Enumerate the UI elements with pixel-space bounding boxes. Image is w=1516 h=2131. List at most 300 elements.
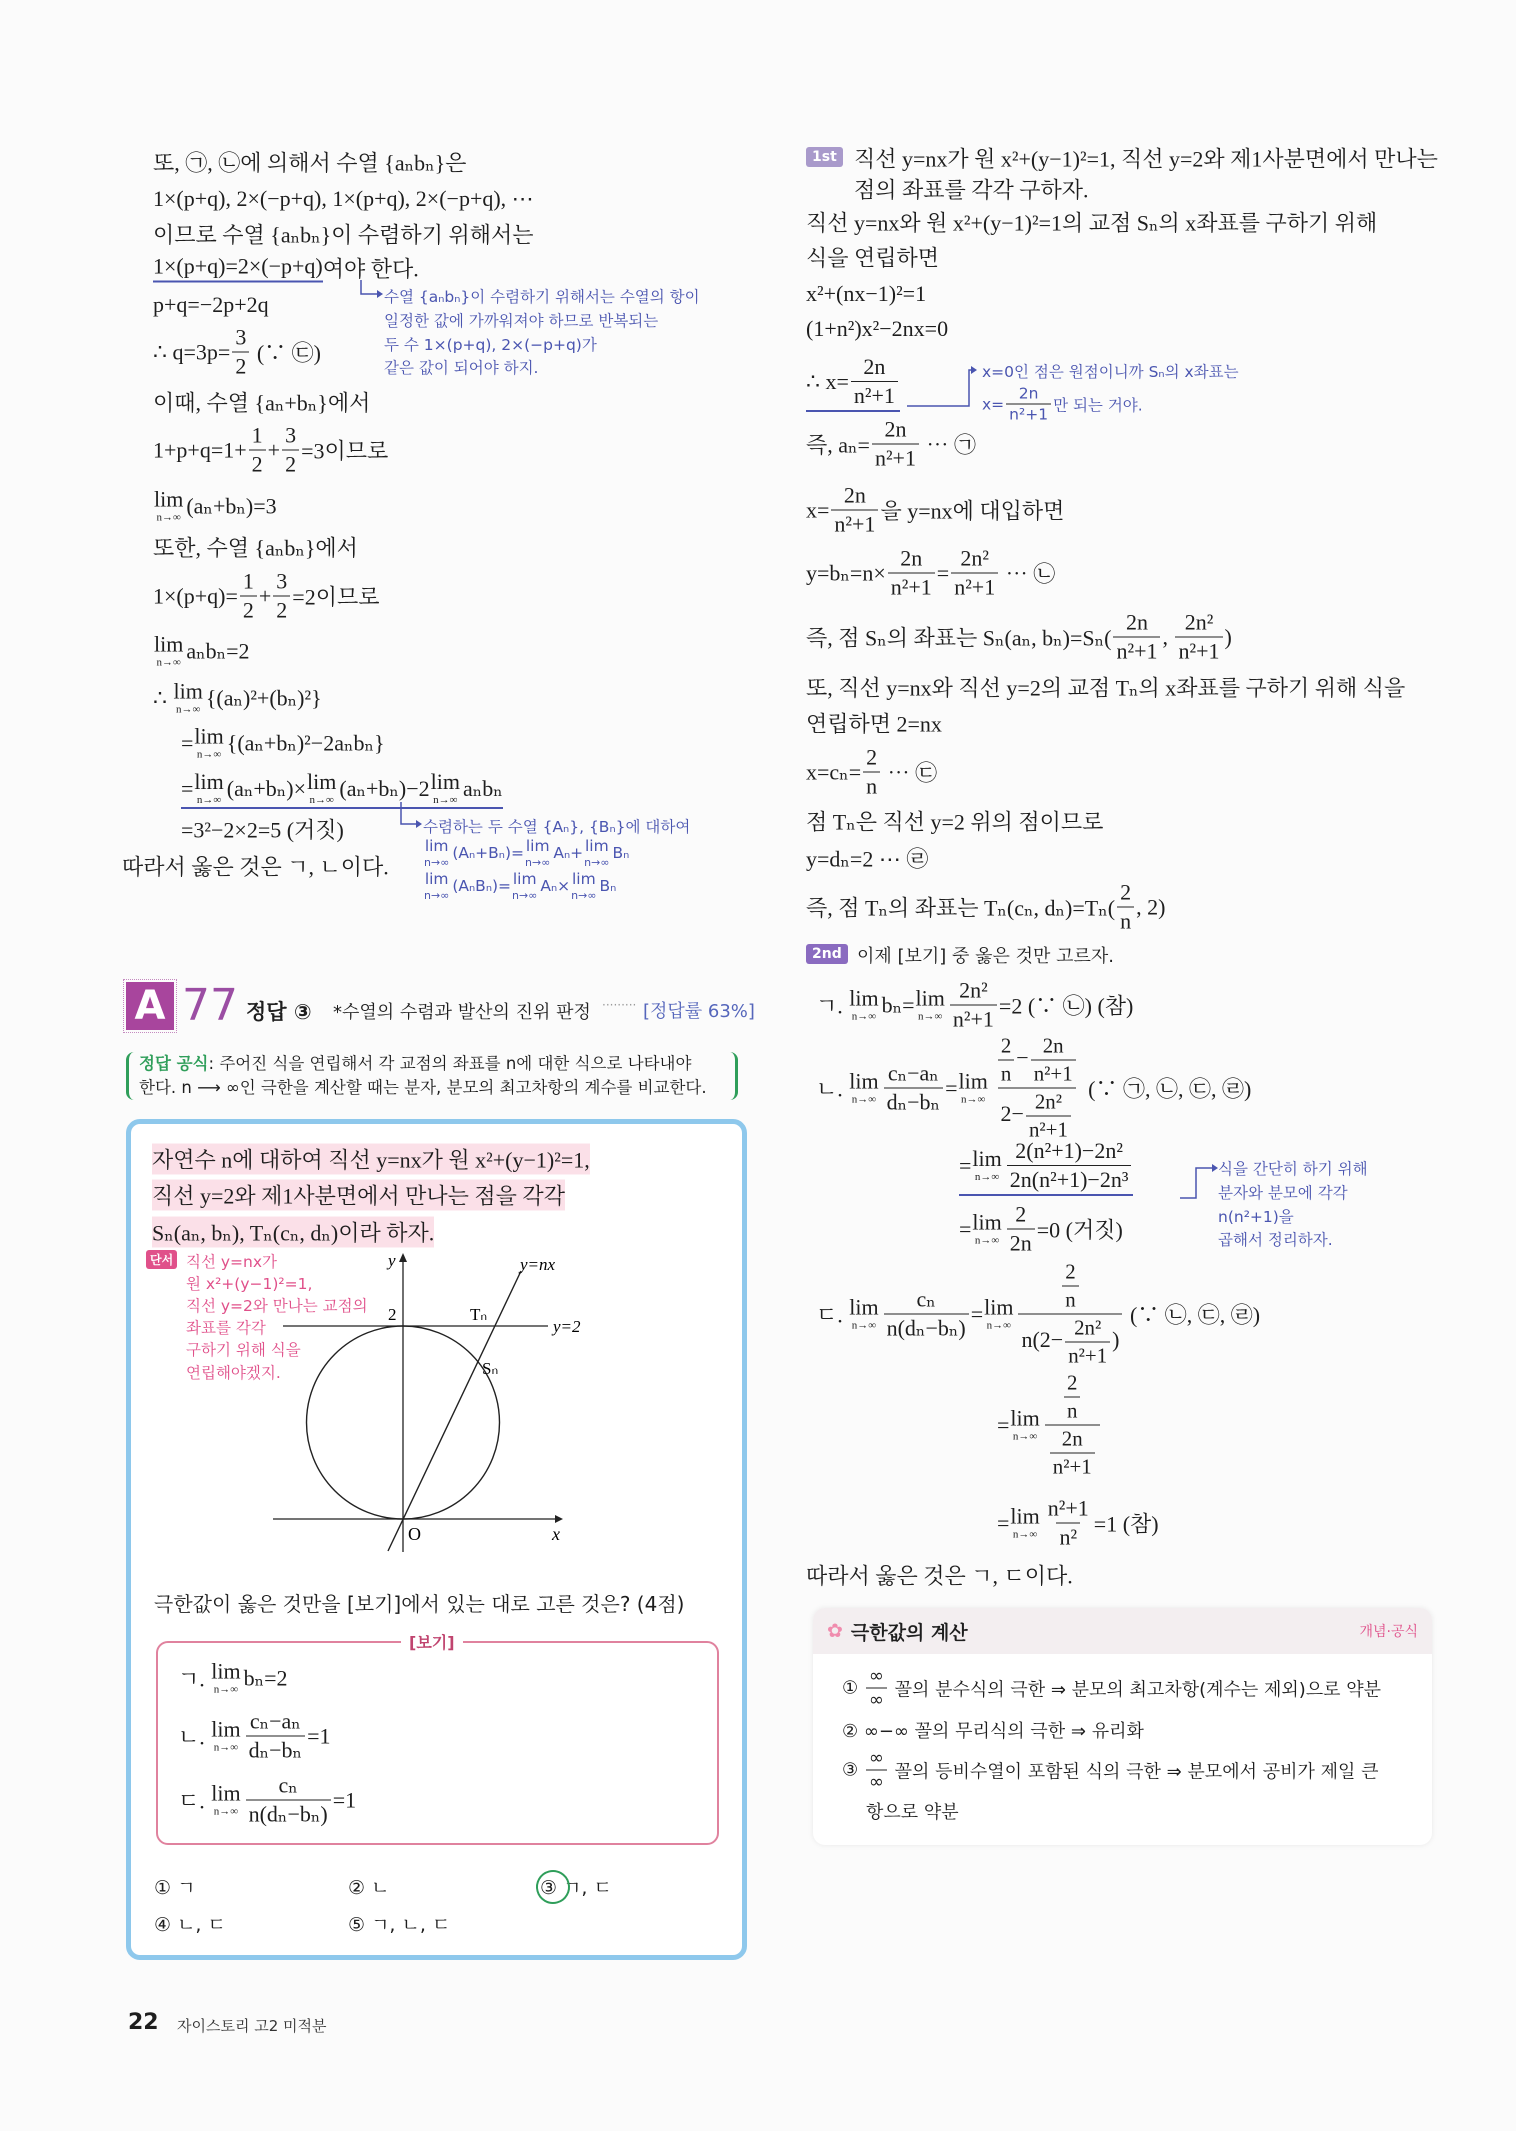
annotation-line (384, 333, 597, 355)
annotation-line (1218, 1205, 1294, 1227)
math-text: ㄷ. (178, 1788, 211, 1814)
line-nx-label: y=nx (520, 1255, 556, 1274)
math-text: n(n²+1)을 (1218, 1208, 1294, 1226)
math-text: 직선 y=2와 제1사분면에서 만나는 점을 각각 (152, 1183, 565, 1209)
math-text: 2n² (1034, 1089, 1063, 1114)
lim-text: lim (211, 1780, 241, 1806)
math-text: 2 (1015, 1201, 1027, 1227)
math-text: =1 (참) (1093, 1511, 1159, 1537)
math-text: 즉, 점 Sₙ의 좌표는 Sₙ(aₙ, bₙ)=Sₙ( (806, 625, 1112, 651)
limit-operator (984, 1294, 1014, 1332)
answer-label: 정답 ③ (246, 1000, 312, 1024)
solution-line (997, 1496, 1159, 1551)
fraction (1117, 880, 1134, 935)
solution-line (153, 292, 269, 318)
bogi-item (178, 1658, 288, 1696)
fraction (1045, 1496, 1092, 1551)
math-text: 1 (242, 568, 254, 594)
fraction (872, 417, 919, 472)
solution-line (181, 723, 385, 761)
math-text: ) (1112, 1327, 1120, 1353)
concept-header (813, 1608, 1432, 1654)
math-text: (aₙ+bₙ)=3 (186, 493, 277, 518)
math-text: 2 (1120, 879, 1132, 905)
math-text: cₙ (278, 1772, 298, 1798)
math-text: = (970, 1301, 984, 1326)
choice-4[interactable]: ④ ㄴ, ㄷ (154, 1914, 226, 1936)
fraction-denominator (240, 596, 257, 624)
limit-operator (154, 631, 184, 669)
book-title: 자이스토리 고2 미적분 (177, 2017, 327, 2035)
annotation-line (1218, 1157, 1368, 1179)
math-text: cₙ−aₙ (887, 1060, 939, 1086)
limit-operator (1010, 1503, 1040, 1541)
point-t-label: Tₙ (470, 1305, 488, 1324)
math-text: 이므로 수열 {aₙbₙ}이 수렴하기 위해서는 (153, 222, 534, 248)
math-text: 2 (1067, 1370, 1078, 1395)
choice-1[interactable]: ① ㄱ (154, 1877, 196, 1899)
lim-subscript: n→∞ (213, 1805, 239, 1818)
math-text: n (1120, 908, 1132, 934)
fraction-denominator (884, 1314, 969, 1342)
math-text: 직선 y=2와 만나는 교점의 (186, 1297, 368, 1315)
fraction (1050, 1427, 1095, 1480)
math-text: 자연수 n에 대하여 직선 y=nx가 원 x²+(y−1)²=1, (152, 1147, 590, 1173)
fraction-numerator (914, 1287, 939, 1314)
limit-operator (424, 869, 450, 902)
fraction (884, 1061, 943, 1116)
math-text: 2n(n²+1)−2n³ (1009, 1167, 1129, 1192)
formula-text: 한다. n ⟶ ∞인 극한을 계산할 때는 분자, 분모의 최고차항의 계수를 비교한다. (139, 1078, 707, 1097)
fraction (1026, 1090, 1071, 1143)
math-text: ㄴ. (178, 1724, 211, 1750)
fraction-denominator (1018, 1314, 1122, 1369)
annotation-line (423, 869, 617, 902)
solution-line (806, 546, 1055, 601)
math-text: ㄱ. (178, 1666, 211, 1692)
solution-line (959, 1138, 1133, 1196)
fraction-numerator (1016, 385, 1042, 404)
bogi-item (178, 1773, 356, 1828)
problem-statement-line (152, 1180, 565, 1211)
math-text: 1×(p+q)= (153, 583, 238, 608)
math-text: = (936, 560, 950, 585)
math-text: x=cₙ= (806, 759, 862, 784)
origin-label: O (408, 1524, 421, 1544)
limit-operator (424, 836, 450, 869)
math-text: 수열 {aₙbₙ}이 수렴하기 위해서는 수열의 항이 (384, 288, 700, 306)
math-text: + (267, 437, 281, 462)
fraction (1018, 1260, 1122, 1369)
math-text: y=dₙ=2 ⋯ ㉣ (806, 846, 929, 872)
math-text: ∴ x= (806, 368, 849, 394)
math-text: ∞ (868, 1665, 884, 1687)
fraction-denominator (1175, 637, 1222, 665)
solution-line (806, 281, 926, 307)
limit-operator (194, 723, 224, 761)
step-heading-line (854, 143, 1438, 174)
fraction (884, 1287, 969, 1342)
x-axis-arrow-icon (555, 1515, 563, 1523)
solution-line (153, 219, 533, 250)
solution-line (806, 417, 976, 472)
solution-line (181, 771, 503, 809)
math-text: 3 (276, 568, 288, 594)
choice-3[interactable]: ③ ㄱ, ㄷ (540, 1877, 612, 1899)
fraction-numerator (841, 483, 869, 510)
limit-operator (154, 486, 184, 524)
math-text: 2n (863, 354, 886, 379)
limit-operator (173, 678, 203, 716)
note-connector-icon (1180, 1160, 1220, 1204)
lim-text: lim (849, 1068, 879, 1094)
x-axis-label: x (552, 1524, 560, 1544)
fraction-denominator (951, 573, 998, 601)
hint-line (186, 1250, 277, 1272)
limit-operator (512, 869, 538, 902)
fraction-denominator (888, 573, 935, 601)
math-text: 직선 y=nx가 (186, 1253, 278, 1271)
fraction-numerator (249, 423, 266, 450)
math-text: ③ (842, 1759, 864, 1781)
underlined-expression (153, 254, 323, 283)
annotation-line (982, 360, 1239, 382)
math-text: 곱해서 정리하자. (1218, 1231, 1333, 1249)
annotation-line (423, 815, 690, 837)
limit-operator (584, 836, 610, 869)
fraction-numerator (240, 569, 257, 596)
solution-line (816, 1034, 1251, 1143)
math-text: ㄱ. (816, 993, 849, 1019)
fraction-numerator (863, 745, 880, 772)
fraction (863, 745, 880, 800)
fraction (1006, 385, 1051, 424)
lim-subscript: n→∞ (424, 888, 450, 902)
fraction-numerator (1057, 1260, 1083, 1314)
limit-operator (211, 1716, 241, 1754)
math-text: Aₙ+ (553, 844, 584, 862)
math-text: n²+1 (1033, 1061, 1073, 1086)
math-text: n²+1 (1052, 1454, 1092, 1479)
step1-badge: 1st (806, 147, 843, 167)
solution-line (153, 147, 466, 178)
fraction-denominator (1062, 1286, 1078, 1313)
math-text: 구하기 위해 식을 (186, 1341, 301, 1359)
problem-statement-line (152, 1144, 590, 1175)
fraction-numerator (1012, 1202, 1029, 1229)
step2-badge: 2nd (806, 944, 848, 964)
math-text: n²+1 (954, 574, 996, 600)
lim-text: lim (972, 1209, 1002, 1235)
math-text: n²+1 (1116, 638, 1158, 664)
fraction-numerator (1062, 1260, 1078, 1286)
question-text: 극한값이 옳은 것만을 [보기]에서 있는 대로 고른 것은? (4점) (154, 1592, 685, 1616)
math-text: 2 (251, 451, 263, 477)
fraction (1065, 1316, 1110, 1369)
y-axis-arrow-icon (399, 1253, 407, 1262)
fraction (282, 423, 299, 478)
solution-line (153, 186, 534, 212)
choice-2[interactable]: ② ㄴ (348, 1877, 390, 1899)
math-text: 또한, 수열 {aₙbₙ}에서 (153, 535, 358, 561)
lim-subscript: n→∞ (213, 1741, 239, 1754)
lim-text: lim (430, 769, 461, 794)
solution-line (806, 483, 1064, 538)
solution-line (181, 814, 344, 845)
lim-subscript: n→∞ (571, 888, 597, 902)
math-text: ㄷ. (816, 1302, 849, 1328)
lim-subscript: n→∞ (424, 855, 450, 869)
lim-subscript: n→∞ (176, 703, 201, 716)
annotation-line (384, 309, 658, 331)
math-text: 1 (251, 422, 263, 448)
lim-text: lim (525, 836, 550, 855)
lim-subscript: n→∞ (156, 511, 181, 524)
fraction (1175, 610, 1222, 665)
math-text: n(dₙ−bₙ) (886, 1315, 966, 1341)
limit-operator (211, 1658, 241, 1696)
fraction-numerator (1123, 610, 1151, 637)
lim-text: lim (584, 836, 609, 855)
fraction-denominator (884, 1088, 943, 1116)
fraction-denominator (249, 450, 266, 478)
math-text: y=bₙ=n× (806, 560, 886, 585)
math-text: = (997, 1412, 1010, 1437)
fraction-numerator (957, 546, 992, 573)
solution-line (153, 253, 419, 284)
lim-text: lim (1010, 1405, 1040, 1431)
math-text: n²+1 (1068, 1343, 1108, 1368)
choice-5[interactable]: ⑤ ㄱ, ㄴ, ㄷ (348, 1914, 451, 1936)
math-text: 따라서 옳은 것은 ㄱ, ㄷ이다. (806, 1563, 1073, 1589)
math-text: 이제 [보기] 중 옳은 것만 고르자. (857, 946, 1115, 967)
fraction-numerator (866, 1666, 887, 1688)
fraction (1062, 1260, 1078, 1313)
hint-line (186, 1361, 281, 1383)
concept-item (842, 1666, 1381, 1711)
lim-subscript: n→∞ (213, 1683, 239, 1696)
underlined-expression (806, 354, 900, 412)
fraction-denominator (1045, 1425, 1100, 1480)
math-text: 2n (843, 482, 866, 508)
concept-item (866, 1798, 959, 1824)
lim-text: lim (984, 1294, 1014, 1320)
math-text: ∞ (868, 1771, 884, 1793)
annotation-line (982, 385, 1143, 424)
fraction-denominator (282, 450, 299, 478)
math-text: bₙ=2 (243, 1665, 288, 1690)
solution-line (806, 610, 1232, 665)
limit-operator (1010, 1405, 1040, 1443)
math-text: 점의 좌표를 각각 구하자. (854, 177, 1089, 203)
lim-subscript: n→∞ (156, 656, 181, 669)
fraction-denominator (1007, 1229, 1035, 1257)
math-text: 같은 값이 되어야 하지. (384, 359, 539, 377)
fraction-numerator (885, 1061, 942, 1088)
solution-line (806, 354, 900, 412)
annotation-line (1218, 1181, 1348, 1203)
solution-line (806, 745, 937, 800)
math-text: x²+(nx−1)²=1 (806, 281, 927, 306)
math-text: 분자와 분모에 각각 (1218, 1184, 1348, 1202)
math-text: ① (842, 1677, 864, 1699)
lim-subscript: n→∞ (974, 1234, 1000, 1247)
fraction-denominator (1056, 1523, 1080, 1551)
math-text: ) (1224, 624, 1232, 649)
limit-operator (972, 1148, 1001, 1183)
fraction-denominator (866, 1688, 887, 1711)
fraction (831, 483, 878, 538)
conclusion-line (806, 1560, 1073, 1591)
fraction (1031, 1034, 1076, 1087)
solution-line (816, 978, 1133, 1033)
fraction (866, 1666, 887, 1711)
math-text: 2n (900, 545, 923, 571)
lim-subscript: n→∞ (918, 1010, 943, 1023)
fraction-denominator (998, 1060, 1014, 1087)
math-text: 여야 한다. (322, 256, 419, 282)
annotation-line (384, 285, 700, 307)
math-text: 만 되는 거야. (1053, 396, 1143, 414)
limit-operator (571, 869, 597, 902)
math-text: + (258, 583, 272, 608)
solution-line (806, 672, 1405, 703)
math-text: n (866, 773, 878, 799)
math-text: 2 (242, 597, 254, 623)
fraction (1045, 1371, 1100, 1480)
solution-line (153, 325, 321, 380)
fraction-denominator (1064, 1397, 1080, 1424)
fraction-numerator (276, 1773, 301, 1800)
math-text: (aₙ+bₙ)−2 (339, 775, 430, 801)
hint-line (186, 1316, 266, 1338)
lim-subscript: n→∞ (525, 855, 551, 869)
math-text: n² (1059, 1524, 1078, 1550)
lim-text: lim (211, 1658, 241, 1684)
step-heading-line (857, 942, 1114, 968)
note-connector-icon (905, 364, 977, 410)
limit-operator (915, 985, 945, 1023)
line-y-equals-nx (388, 1271, 521, 1551)
answer-formula-box (126, 1052, 738, 1100)
math-text: 1×(p+q), 2×(−p+q), 1×(p+q), 2×(−p+q), ⋯ (153, 186, 534, 211)
problem-topic: *수열의 수렴과 발산의 진위 판정 (333, 1002, 591, 1023)
lim-text: lim (424, 836, 449, 855)
fraction-denominator (950, 1005, 997, 1033)
formula-label: 정답 공식 (139, 1054, 209, 1073)
math-text: =2 (∵ ㉡) (참) (998, 993, 1134, 1019)
math-text: (AₙBₙ)= (452, 877, 512, 895)
limit-operator (849, 985, 879, 1023)
lim-text: lim (849, 1294, 879, 1320)
math-text: {(aₙ)²+(bₙ)²} (205, 685, 322, 710)
lim-text: lim (512, 869, 537, 888)
math-text: n²+1 (1047, 1495, 1089, 1521)
bogi-item (178, 1709, 330, 1764)
math-text: 2(n²+1)−2n² (1015, 1138, 1123, 1163)
math-text: cₙ (916, 1286, 936, 1312)
solution-line (997, 1371, 1102, 1480)
math-text: =3이므로 (301, 438, 389, 464)
point-s-label: Sₙ (482, 1359, 499, 1378)
math-text: = (959, 1216, 972, 1241)
math-text: (∵ ㉢) (251, 340, 321, 366)
fraction-numerator (282, 423, 299, 450)
math-text: = (959, 1152, 972, 1178)
fraction (232, 325, 249, 380)
math-text: dₙ−bₙ (248, 1737, 303, 1763)
math-text: 2 (1065, 1259, 1076, 1284)
fraction-numerator (956, 978, 991, 1005)
math-text: x=0인 점은 원점이니까 Sₙ의 x좌표는 (982, 363, 1239, 381)
math-text: 즉, 점 Tₙ의 좌표는 Tₙ(cₙ, dₙ)=Tₙ( (806, 895, 1116, 921)
math-text: ∞ (868, 1689, 884, 1711)
fraction-numerator (993, 1034, 1081, 1088)
step-heading-line (854, 174, 1089, 205)
underlined-expression (181, 771, 503, 809)
math-text: 2n (1125, 609, 1148, 635)
correct-rate: [정답률 63%] (643, 1001, 755, 1022)
math-text: ㄴ. (816, 1076, 849, 1102)
math-text: 2 (276, 597, 288, 623)
math-text: n²+1 (1028, 1117, 1068, 1142)
annotation-line (423, 836, 630, 869)
leader-dots: ········· (602, 998, 637, 1012)
math-text: Bₙ (612, 844, 630, 862)
fraction-numerator (860, 354, 888, 381)
math-text: n²+1 (1178, 638, 1220, 664)
math-text: =1 (307, 1723, 331, 1748)
solution-line (816, 1260, 1260, 1369)
concept-tag: 개념·공식 (1359, 1624, 1418, 1640)
math-text: cₙ−aₙ (249, 1708, 301, 1734)
math-text: 원 x²+(y−1)²=1, (186, 1275, 313, 1293)
math-text: ⋯ ㉢ (882, 760, 938, 786)
math-text: n(2− (1021, 1327, 1064, 1353)
fraction-numerator (1032, 1090, 1065, 1116)
math-text: 2 (866, 744, 878, 770)
math-text: (aₙ+bₙ)× (226, 775, 307, 801)
problem-statement-line (152, 1217, 434, 1248)
fraction (866, 1748, 887, 1793)
lim-text: lim (849, 985, 879, 1011)
math-text: 2n (884, 416, 907, 442)
solution-line (806, 207, 1377, 238)
lim-text: lim (154, 631, 184, 657)
math-text: =1 (332, 1787, 357, 1812)
math-text: 1×(p+q)=2×(−p+q) (153, 253, 323, 279)
math-text: 연립해야겠지. (186, 1364, 281, 1382)
lim-text: lim (424, 869, 449, 888)
note-connector-icon (355, 280, 385, 302)
lim-subscript: n→∞ (1012, 1528, 1038, 1541)
fraction-numerator (1040, 1034, 1067, 1060)
concept-item (842, 1748, 1378, 1793)
fraction (1007, 1138, 1132, 1193)
math-text: ② ∞−∞ 꼴의 무리식의 극한 ⇒ 유리화 (842, 1721, 1144, 1742)
fraction-denominator (831, 510, 878, 538)
math-text: n²+1 (952, 1006, 994, 1032)
math-text: 2n (1009, 1230, 1032, 1256)
circle-line-diagram (270, 1250, 610, 1570)
math-text: ⋯ ㉠ (920, 432, 976, 458)
fraction (273, 569, 290, 624)
math-text: 2− (1000, 1101, 1024, 1127)
fraction-denominator (246, 1736, 305, 1764)
math-text: = (181, 775, 194, 801)
lim-subscript: n→∞ (851, 1093, 877, 1106)
math-text: aₙbₙ (463, 775, 503, 801)
